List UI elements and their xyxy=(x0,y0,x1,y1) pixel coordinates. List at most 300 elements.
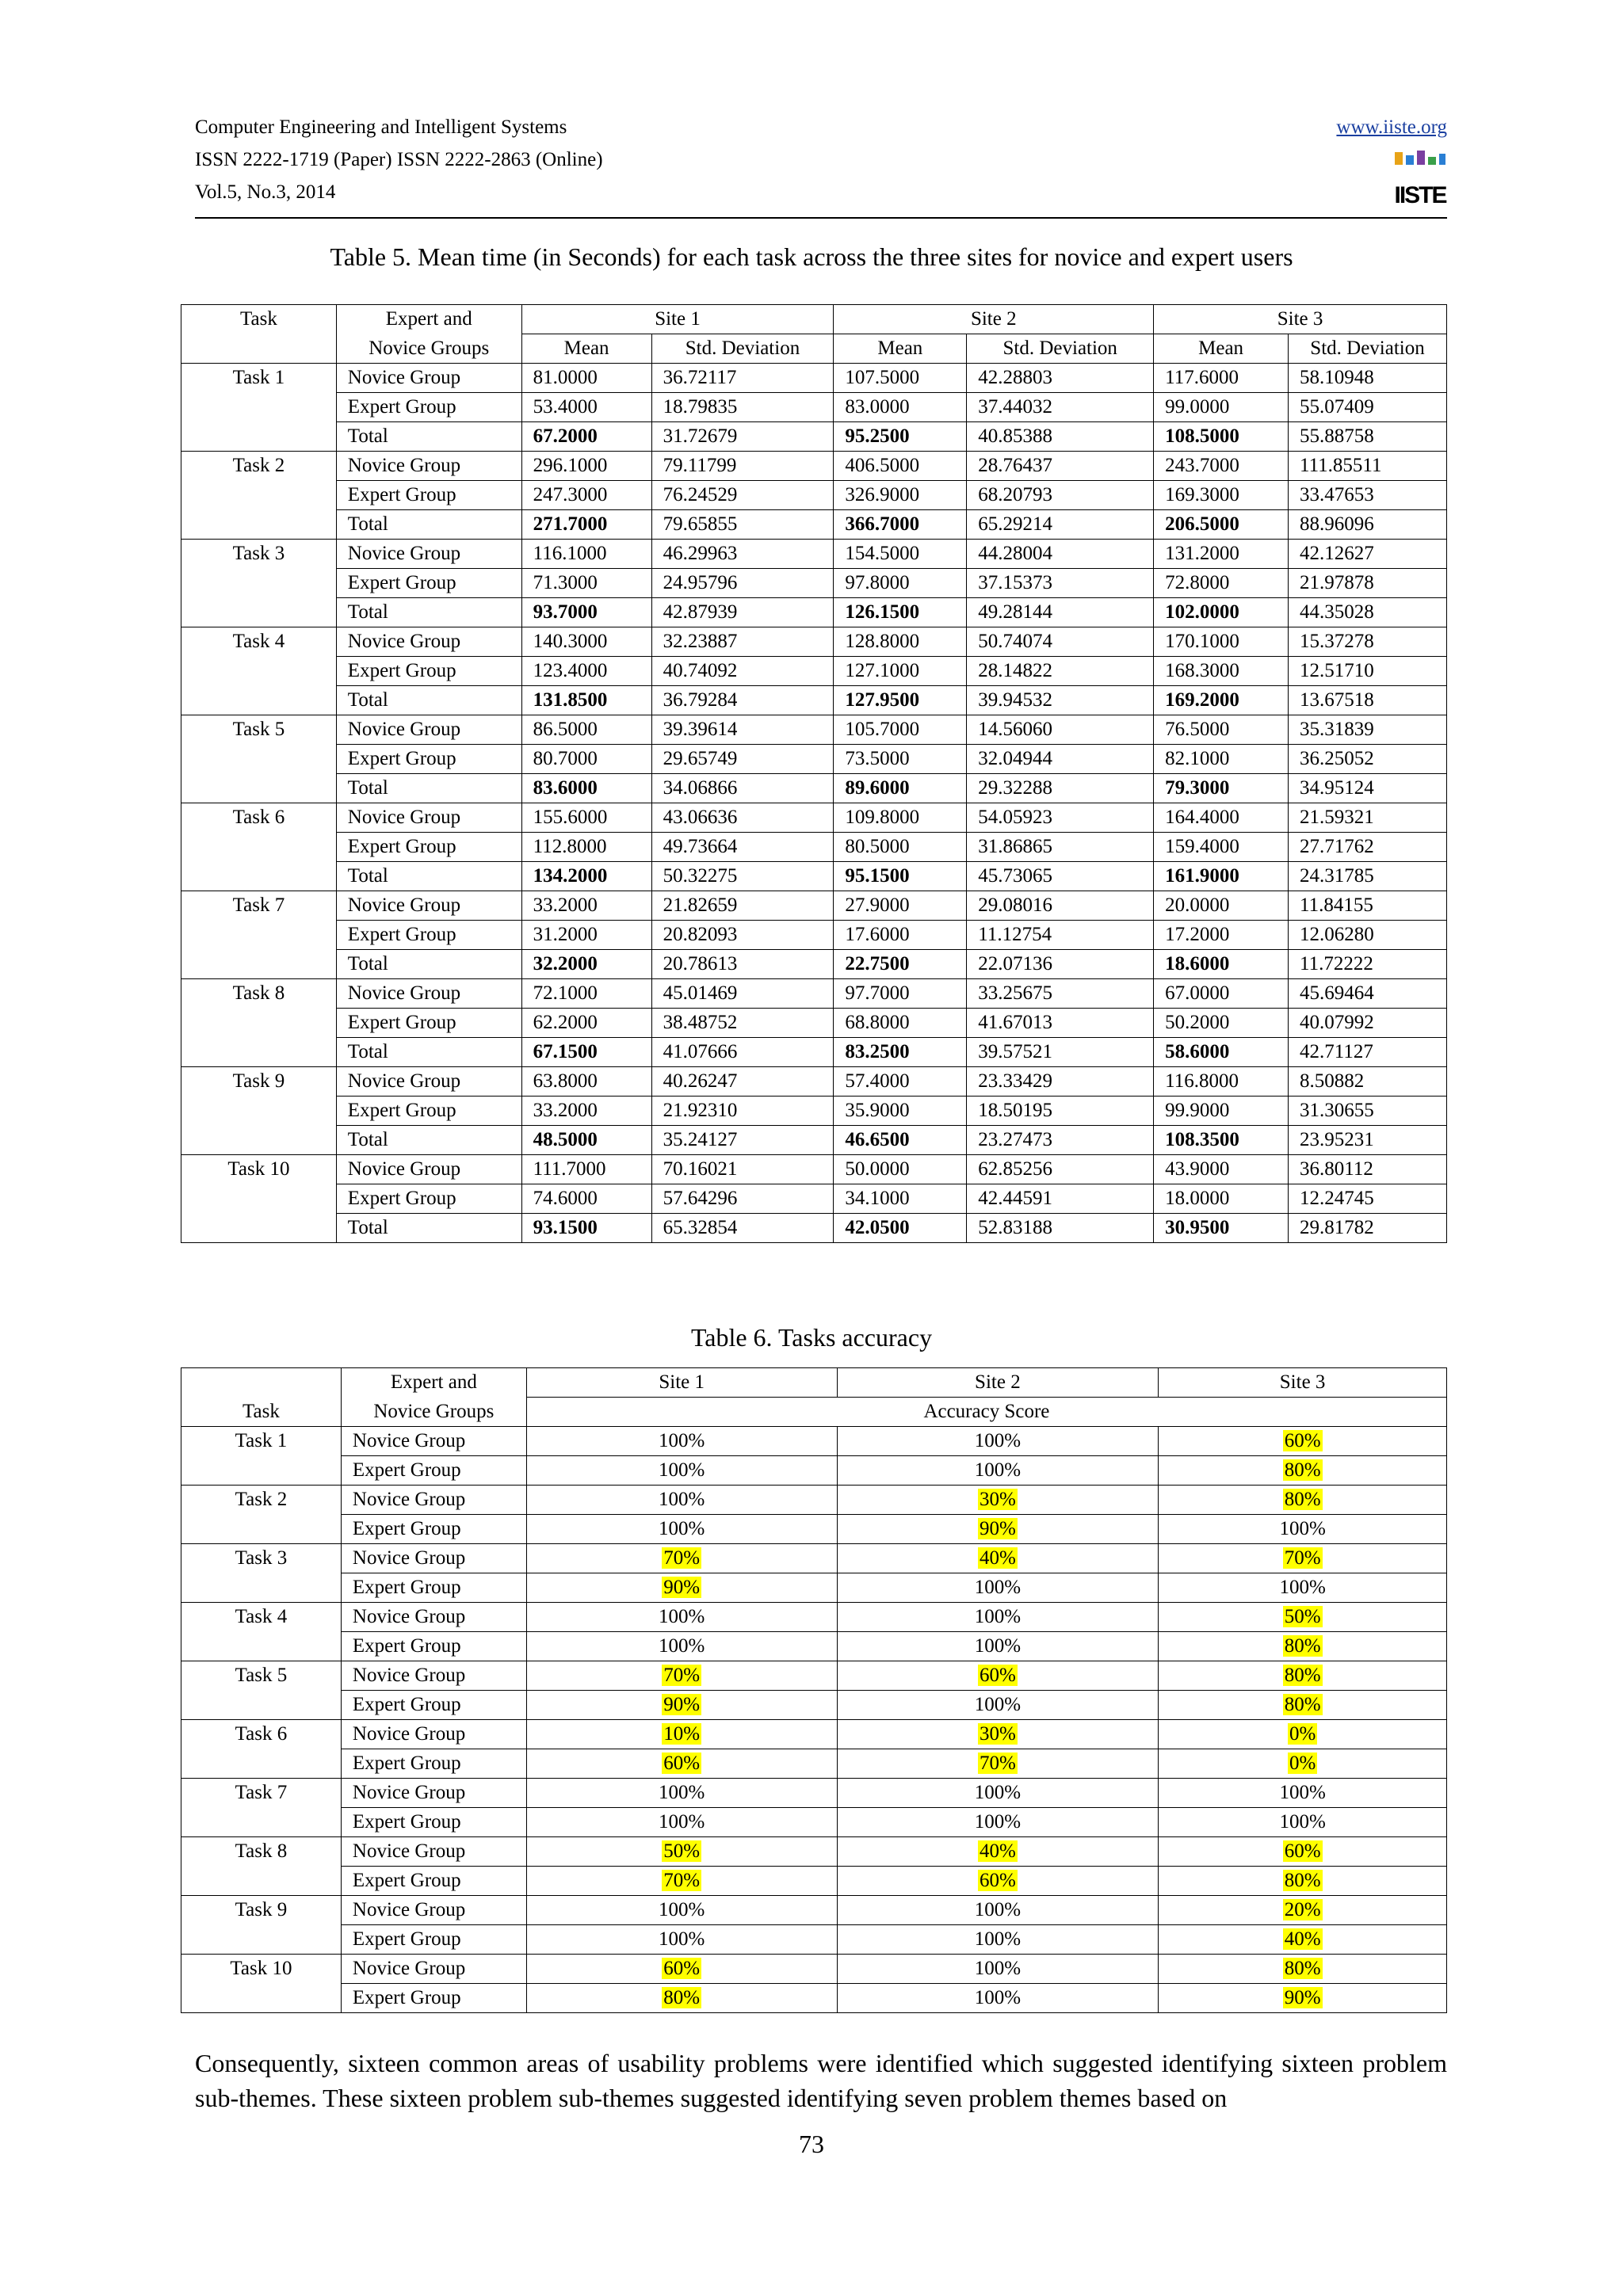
journal-url-link[interactable]: www.iiste.org xyxy=(1336,116,1447,138)
sd-cell: 42.87939 xyxy=(651,598,834,627)
mean-cell: 67.0000 xyxy=(1154,979,1289,1009)
mean-cell: 170.1000 xyxy=(1154,627,1289,657)
sd-cell: 32.04944 xyxy=(967,745,1154,774)
accuracy-cell xyxy=(1159,1925,1447,1955)
mean-cell: 76.5000 xyxy=(1154,715,1289,745)
mean-cell: 116.1000 xyxy=(521,540,651,569)
mean-cell: 169.3000 xyxy=(1154,481,1289,510)
mean-cell: 17.6000 xyxy=(834,921,967,950)
table-row xyxy=(181,1573,1447,1603)
mean-cell: 68.8000 xyxy=(834,1009,967,1038)
table-row xyxy=(181,1925,1447,1955)
accuracy-cell xyxy=(1159,1837,1447,1867)
accuracy-cell xyxy=(837,1515,1159,1544)
table-row xyxy=(181,364,1447,393)
mean-cell: 109.8000 xyxy=(834,803,967,833)
group-cell: Novice Group xyxy=(341,1837,526,1867)
group-cell: Total xyxy=(336,510,521,540)
highlighted-accuracy-value: 70% xyxy=(979,1753,1016,1774)
mean-cell: 42.0500 xyxy=(834,1214,967,1243)
group-cell: Expert Group xyxy=(341,1925,526,1955)
accuracy-value: 100% xyxy=(974,1987,1022,2008)
group-cell: Novice Group xyxy=(341,1661,526,1691)
task-cell xyxy=(181,598,337,627)
task-cell xyxy=(181,833,337,862)
sd-cell: 34.06866 xyxy=(651,774,834,803)
group-cell: Expert Group xyxy=(336,569,521,598)
sd-cell: 12.06280 xyxy=(1289,921,1447,950)
mean-cell: 18.6000 xyxy=(1154,950,1289,979)
table-row xyxy=(181,1038,1447,1067)
task-cell: Task 6 xyxy=(181,803,337,833)
t6-task-header-blank xyxy=(181,1368,342,1398)
t5-mean-header: Mean xyxy=(1154,334,1289,364)
task-cell xyxy=(181,422,337,452)
highlighted-accuracy-value: 80% xyxy=(1284,1635,1321,1657)
table-row xyxy=(181,1808,1447,1837)
accuracy-value: 100% xyxy=(659,1782,705,1803)
task-cell xyxy=(181,1573,342,1603)
highlighted-accuracy-value: 90% xyxy=(663,1694,701,1715)
table-row xyxy=(181,1837,1447,1867)
task-cell: Task 1 xyxy=(181,364,337,393)
accuracy-value: 100% xyxy=(659,1811,705,1833)
accuracy-cell xyxy=(837,1720,1159,1749)
sd-cell: 24.95796 xyxy=(651,569,834,598)
t6-group-header-1: Expert and xyxy=(341,1368,526,1398)
sd-cell: 44.35028 xyxy=(1289,598,1447,627)
highlighted-accuracy-value: 30% xyxy=(979,1489,1016,1510)
t5-site1-header: Site 1 xyxy=(521,305,834,334)
sd-cell: 40.07992 xyxy=(1289,1009,1447,1038)
sd-cell: 20.78613 xyxy=(651,950,834,979)
t6-task-header: Task xyxy=(181,1398,342,1427)
highlighted-accuracy-value: 40% xyxy=(979,1840,1016,1862)
accuracy-value: 100% xyxy=(1279,1811,1326,1833)
mean-cell: 46.6500 xyxy=(834,1126,967,1155)
t5-task-header: Task xyxy=(181,305,337,364)
task-cell xyxy=(181,1515,342,1544)
accuracy-value: 100% xyxy=(659,1899,705,1920)
mean-cell: 71.3000 xyxy=(521,569,651,598)
mean-cell: 247.3000 xyxy=(521,481,651,510)
table-row xyxy=(181,1896,1447,1925)
accuracy-cell xyxy=(837,1896,1159,1925)
sd-cell: 29.81782 xyxy=(1289,1214,1447,1243)
group-cell: Novice Group xyxy=(341,1603,526,1632)
table-row xyxy=(181,1779,1447,1808)
mean-cell: 17.2000 xyxy=(1154,921,1289,950)
highlighted-accuracy-value: 60% xyxy=(663,1753,701,1774)
highlighted-accuracy-value: 90% xyxy=(663,1577,701,1598)
highlighted-accuracy-value: 90% xyxy=(979,1518,1016,1539)
accuracy-cell xyxy=(1159,1955,1447,1984)
t5-mean-header: Mean xyxy=(521,334,651,364)
group-cell: Total xyxy=(336,1126,521,1155)
accuracy-cell xyxy=(1159,1544,1447,1573)
task-cell: Task 3 xyxy=(181,540,337,569)
mean-cell: 89.6000 xyxy=(834,774,967,803)
sd-cell: 42.28803 xyxy=(967,364,1154,393)
accuracy-value: 100% xyxy=(1279,1782,1326,1803)
group-cell: Expert Group xyxy=(336,833,521,862)
t6-site3-header: Site 3 xyxy=(1159,1368,1447,1398)
accuracy-cell xyxy=(1159,1661,1447,1691)
group-cell: Novice Group xyxy=(336,979,521,1009)
table5-caption: Table 5. Mean time (in Seconds) for each task across the three sites for novice and expert users xyxy=(330,242,1293,271)
accuracy-value: 100% xyxy=(974,1811,1022,1833)
accuracy-cell xyxy=(837,1603,1159,1632)
sd-cell: 21.92310 xyxy=(651,1097,834,1126)
mean-cell: 80.5000 xyxy=(834,833,967,862)
table-row xyxy=(181,715,1447,745)
accuracy-cell xyxy=(526,1925,837,1955)
sd-cell: 24.31785 xyxy=(1289,862,1447,891)
sd-cell: 13.67518 xyxy=(1289,686,1447,715)
sd-cell: 23.33429 xyxy=(967,1067,1154,1097)
group-cell: Expert Group xyxy=(341,1984,526,2013)
mean-cell: 86.5000 xyxy=(521,715,651,745)
mean-cell: 93.1500 xyxy=(521,1214,651,1243)
table-row xyxy=(181,1515,1447,1544)
table-row xyxy=(181,627,1447,657)
table-row xyxy=(181,950,1447,979)
accuracy-cell xyxy=(526,1749,837,1779)
header-rule xyxy=(195,217,1447,219)
task-cell xyxy=(181,657,337,686)
group-cell: Novice Group xyxy=(336,1155,521,1184)
t5-group-header-1: Expert and xyxy=(336,305,521,334)
accuracy-cell xyxy=(837,1632,1159,1661)
accuracy-cell xyxy=(1159,1486,1447,1515)
accuracy-cell xyxy=(526,1691,837,1720)
highlighted-accuracy-value: 60% xyxy=(1284,1840,1321,1862)
table-row xyxy=(181,1632,1447,1661)
task-cell: Task 8 xyxy=(181,979,337,1009)
group-cell: Expert Group xyxy=(341,1515,526,1544)
task-cell xyxy=(181,1038,337,1067)
accuracy-cell xyxy=(526,1837,837,1867)
highlighted-accuracy-value: 70% xyxy=(663,1665,701,1686)
table-row xyxy=(181,657,1447,686)
sd-cell: 65.29214 xyxy=(967,510,1154,540)
sd-cell: 46.29963 xyxy=(651,540,834,569)
accuracy-cell xyxy=(1159,1808,1447,1837)
highlighted-accuracy-value: 80% xyxy=(1284,1665,1321,1686)
mean-cell: 107.5000 xyxy=(834,364,967,393)
accuracy-value: 100% xyxy=(659,1459,705,1481)
task-cell: Task 7 xyxy=(181,891,337,921)
sd-cell: 36.80112 xyxy=(1289,1155,1447,1184)
mean-cell: 22.7500 xyxy=(834,950,967,979)
sd-cell: 39.94532 xyxy=(967,686,1154,715)
group-cell: Total xyxy=(336,862,521,891)
accuracy-cell xyxy=(526,1984,837,2013)
page-number: 73 xyxy=(799,2130,824,2158)
highlighted-accuracy-value: 60% xyxy=(663,1958,701,1979)
table-row xyxy=(181,1486,1447,1515)
group-cell: Expert Group xyxy=(336,1184,521,1214)
sd-cell: 36.72117 xyxy=(651,364,834,393)
accuracy-cell xyxy=(837,1955,1159,1984)
task-cell xyxy=(181,1009,337,1038)
group-cell: Expert Group xyxy=(336,745,521,774)
mean-cell: 127.9500 xyxy=(834,686,967,715)
mean-cell: 83.6000 xyxy=(521,774,651,803)
sd-cell: 29.65749 xyxy=(651,745,834,774)
task-cell xyxy=(181,1691,342,1720)
accuracy-cell xyxy=(526,1486,837,1515)
accuracy-cell xyxy=(526,1808,837,1837)
accuracy-value: 100% xyxy=(659,1928,705,1950)
mean-cell: 67.1500 xyxy=(521,1038,651,1067)
task-cell xyxy=(181,393,337,422)
table-row xyxy=(181,1456,1447,1486)
sd-cell: 40.85388 xyxy=(967,422,1154,452)
mean-cell: 63.8000 xyxy=(521,1067,651,1097)
mean-cell: 112.8000 xyxy=(521,833,651,862)
sd-cell: 35.31839 xyxy=(1289,715,1447,745)
table-row xyxy=(181,686,1447,715)
accuracy-cell xyxy=(526,1955,837,1984)
table-row xyxy=(181,1067,1447,1097)
table-row xyxy=(181,598,1447,627)
sd-cell: 12.24745 xyxy=(1289,1184,1447,1214)
task-cell xyxy=(181,1867,342,1896)
mean-cell: 18.0000 xyxy=(1154,1184,1289,1214)
mean-cell: 48.5000 xyxy=(521,1126,651,1155)
task-cell xyxy=(181,1632,342,1661)
sd-cell: 22.07136 xyxy=(967,950,1154,979)
mean-cell: 72.8000 xyxy=(1154,569,1289,598)
table-row xyxy=(181,1126,1447,1155)
accuracy-cell xyxy=(837,1984,1159,2013)
mean-cell: 93.7000 xyxy=(521,598,651,627)
mean-cell: 108.3500 xyxy=(1154,1126,1289,1155)
sd-cell: 35.24127 xyxy=(651,1126,834,1155)
highlighted-accuracy-value: 80% xyxy=(1284,1958,1321,1979)
group-cell: Novice Group xyxy=(341,1955,526,1984)
highlighted-accuracy-value: 70% xyxy=(663,1547,701,1569)
sd-cell: 29.08016 xyxy=(967,891,1154,921)
highlighted-accuracy-value: 40% xyxy=(1284,1928,1321,1950)
group-cell: Novice Group xyxy=(341,1486,526,1515)
task-cell xyxy=(181,481,337,510)
sd-cell: 11.84155 xyxy=(1289,891,1447,921)
accuracy-cell xyxy=(837,1867,1159,1896)
accuracy-cell xyxy=(526,1779,837,1808)
task-cell xyxy=(181,921,337,950)
task-cell xyxy=(181,1097,337,1126)
sd-cell: 21.82659 xyxy=(651,891,834,921)
accuracy-value: 100% xyxy=(974,1928,1022,1950)
task-cell: Task 4 xyxy=(181,627,337,657)
group-cell: Novice Group xyxy=(336,540,521,569)
task-cell: Task 10 xyxy=(181,1955,342,1984)
group-cell: Total xyxy=(336,598,521,627)
accuracy-value: 100% xyxy=(974,1459,1022,1481)
highlighted-accuracy-value: 30% xyxy=(979,1723,1016,1745)
accuracy-value: 100% xyxy=(659,1518,705,1539)
sd-cell: 45.73065 xyxy=(967,862,1154,891)
group-cell: Expert Group xyxy=(336,1009,521,1038)
mean-cell: 83.2500 xyxy=(834,1038,967,1067)
mean-cell: 82.1000 xyxy=(1154,745,1289,774)
sd-cell: 34.95124 xyxy=(1289,774,1447,803)
table-row xyxy=(181,481,1447,510)
group-cell: Expert Group xyxy=(336,657,521,686)
accuracy-cell xyxy=(526,1603,837,1632)
mean-cell: 80.7000 xyxy=(521,745,651,774)
task-cell: Task 1 xyxy=(181,1427,342,1456)
group-cell: Novice Group xyxy=(336,891,521,921)
sd-cell: 8.50882 xyxy=(1289,1067,1447,1097)
table-row xyxy=(181,891,1447,921)
mean-cell: 169.2000 xyxy=(1154,686,1289,715)
accuracy-cell xyxy=(837,1427,1159,1456)
sd-cell: 49.73664 xyxy=(651,833,834,862)
sd-cell: 42.44591 xyxy=(967,1184,1154,1214)
mean-cell: 33.2000 xyxy=(521,891,651,921)
task-cell xyxy=(181,774,337,803)
highlighted-accuracy-value: 50% xyxy=(1284,1606,1321,1627)
accuracy-value: 100% xyxy=(659,1430,705,1451)
accuracy-cell xyxy=(1159,1779,1447,1808)
t6-site2-header: Site 2 xyxy=(837,1368,1159,1398)
task-cell: Task 8 xyxy=(181,1837,342,1867)
table-row xyxy=(181,1214,1447,1243)
mean-cell: 102.0000 xyxy=(1154,598,1289,627)
task-cell xyxy=(181,1808,342,1837)
accuracy-cell xyxy=(837,1808,1159,1837)
sd-cell: 55.07409 xyxy=(1289,393,1447,422)
mean-cell: 72.1000 xyxy=(521,979,651,1009)
group-cell: Novice Group xyxy=(341,1427,526,1456)
table-row xyxy=(181,862,1447,891)
highlighted-accuracy-value: 70% xyxy=(1284,1547,1321,1569)
accuracy-cell xyxy=(837,1544,1159,1573)
accuracy-cell xyxy=(1159,1427,1447,1456)
t5-group-header-2: Novice Groups xyxy=(336,334,521,364)
accuracy-cell xyxy=(1159,1573,1447,1603)
logo-bar xyxy=(1406,155,1414,165)
task-cell: Task 7 xyxy=(181,1779,342,1808)
sd-cell: 11.12754 xyxy=(967,921,1154,950)
sd-cell: 23.95231 xyxy=(1289,1126,1447,1155)
table-row xyxy=(181,1009,1447,1038)
table-row xyxy=(181,569,1447,598)
table-row xyxy=(181,1544,1447,1573)
task-cell xyxy=(181,1456,342,1486)
accuracy-cell xyxy=(1159,1867,1447,1896)
mean-cell: 73.5000 xyxy=(834,745,967,774)
mean-cell: 30.9500 xyxy=(1154,1214,1289,1243)
group-cell: Novice Group xyxy=(336,627,521,657)
task-cell xyxy=(181,1925,342,1955)
mean-cell: 126.1500 xyxy=(834,598,967,627)
accuracy-cell xyxy=(1159,1896,1447,1925)
table-row xyxy=(181,510,1447,540)
logo-bar xyxy=(1428,157,1436,165)
mean-cell: 43.9000 xyxy=(1154,1155,1289,1184)
sd-cell: 36.79284 xyxy=(651,686,834,715)
mean-cell: 79.3000 xyxy=(1154,774,1289,803)
sd-cell: 21.59321 xyxy=(1289,803,1447,833)
group-cell: Expert Group xyxy=(341,1456,526,1486)
table-row xyxy=(181,1691,1447,1720)
task-cell xyxy=(181,1184,337,1214)
sd-cell: 40.26247 xyxy=(651,1067,834,1097)
mean-cell: 57.4000 xyxy=(834,1067,967,1097)
group-cell: Expert Group xyxy=(341,1867,526,1896)
accuracy-cell xyxy=(526,1573,837,1603)
sd-cell: 28.76437 xyxy=(967,452,1154,481)
group-cell: Novice Group xyxy=(341,1896,526,1925)
table5-mean-time xyxy=(181,304,1447,1243)
highlighted-accuracy-value: 40% xyxy=(979,1547,1016,1569)
accuracy-value: 100% xyxy=(974,1606,1022,1627)
mean-cell: 243.7000 xyxy=(1154,452,1289,481)
accuracy-value: 100% xyxy=(974,1635,1022,1657)
mean-cell: 206.5000 xyxy=(1154,510,1289,540)
group-cell: Total xyxy=(336,950,521,979)
sd-cell: 39.39614 xyxy=(651,715,834,745)
sd-cell: 27.71762 xyxy=(1289,833,1447,862)
highlighted-accuracy-value: 70% xyxy=(663,1870,701,1891)
sd-cell: 111.85511 xyxy=(1289,452,1447,481)
group-cell: Novice Group xyxy=(336,715,521,745)
accuracy-cell xyxy=(526,1632,837,1661)
sd-cell: 41.07666 xyxy=(651,1038,834,1067)
mean-cell: 50.2000 xyxy=(1154,1009,1289,1038)
sd-cell: 18.79835 xyxy=(651,393,834,422)
accuracy-value: 100% xyxy=(659,1489,705,1510)
highlighted-accuracy-value: 50% xyxy=(663,1840,701,1862)
task-cell: Task 5 xyxy=(181,1661,342,1691)
sd-cell: 20.82093 xyxy=(651,921,834,950)
t5-sd-header: Std. Deviation xyxy=(651,334,834,364)
sd-cell: 52.83188 xyxy=(967,1214,1154,1243)
sd-cell: 50.74074 xyxy=(967,627,1154,657)
t6-group-header-2: Novice Groups xyxy=(341,1398,526,1427)
sd-cell: 43.06636 xyxy=(651,803,834,833)
table-row xyxy=(181,979,1447,1009)
mean-cell: 117.6000 xyxy=(1154,364,1289,393)
group-cell: Novice Group xyxy=(341,1779,526,1808)
sd-cell: 39.57521 xyxy=(967,1038,1154,1067)
accuracy-cell xyxy=(526,1456,837,1486)
group-cell: Expert Group xyxy=(336,1097,521,1126)
table-row xyxy=(181,1955,1447,1984)
mean-cell: 83.0000 xyxy=(834,393,967,422)
mean-cell: 155.6000 xyxy=(521,803,651,833)
accuracy-value: 100% xyxy=(659,1606,705,1627)
task-cell xyxy=(181,569,337,598)
mean-cell: 99.9000 xyxy=(1154,1097,1289,1126)
accuracy-cell xyxy=(837,1661,1159,1691)
group-cell: Novice Group xyxy=(336,1067,521,1097)
sd-cell: 65.32854 xyxy=(651,1214,834,1243)
accuracy-cell xyxy=(1159,1456,1447,1486)
group-cell: Expert Group xyxy=(341,1808,526,1837)
group-cell: Expert Group xyxy=(341,1632,526,1661)
table6-caption: Table 6. Tasks accuracy xyxy=(690,1323,933,1352)
accuracy-cell xyxy=(526,1720,837,1749)
mean-cell: 53.4000 xyxy=(521,393,651,422)
body-paragraph: Consequently, sixteen common areas of usability problems were identified which suggested identifying sixteen problem sub-themes. These sixteen problem sub-themes suggested identifying seven problem themes based on xyxy=(195,2049,1447,2112)
mean-cell: 127.1000 xyxy=(834,657,967,686)
task-cell xyxy=(181,1984,342,2013)
